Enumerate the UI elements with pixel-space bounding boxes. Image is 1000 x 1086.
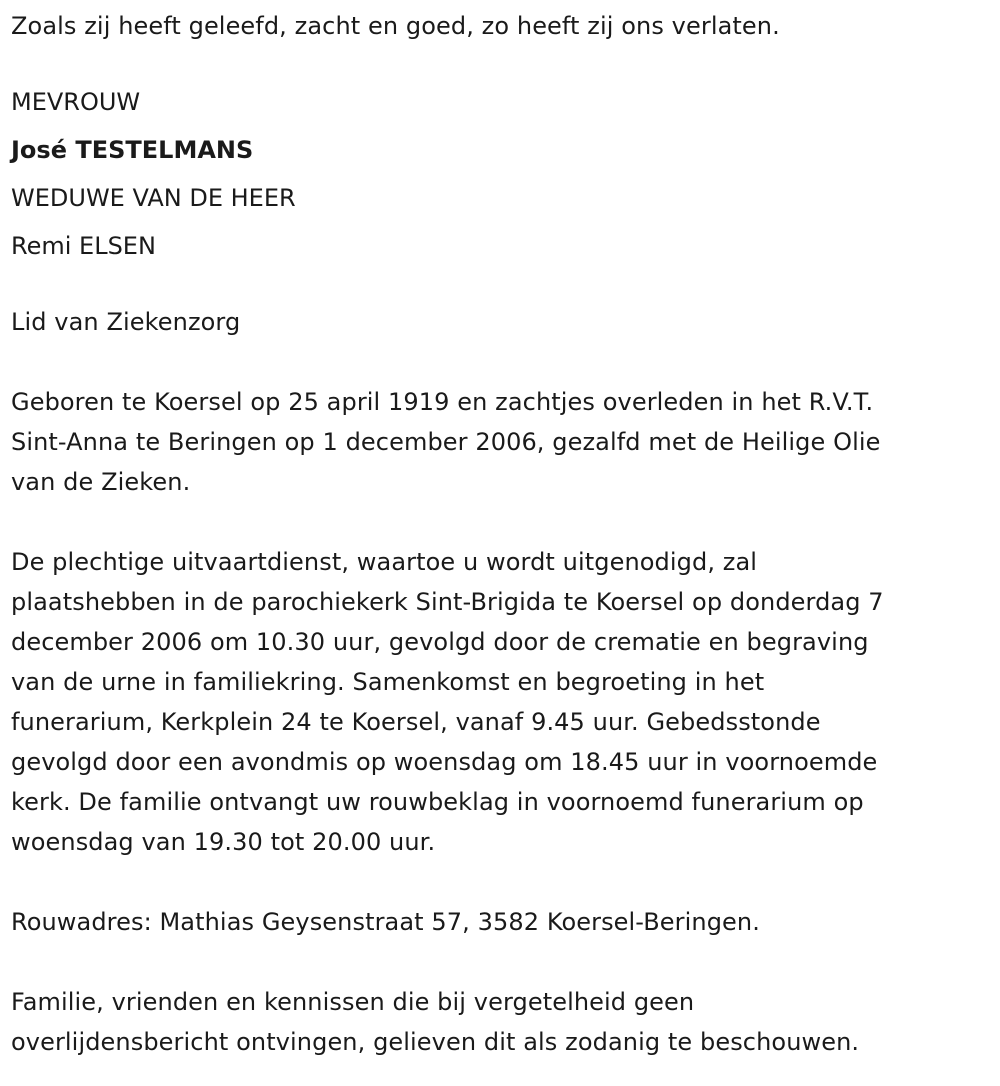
paragraph-line: van de urne in familiekring. Samenkomst en begroeting in het — [11, 668, 765, 696]
spacer — [11, 862, 991, 902]
paragraph-line: december 2006 om 10.30 uur, gevolgd door de crematie en begraving — [11, 628, 869, 656]
paragraph-line: overlijdensbericht ontvingen, gelieven dit als zodanig te beschouwen. — [11, 1028, 860, 1056]
deceased-name: José TESTELMANS — [11, 136, 254, 164]
spacer — [11, 942, 991, 982]
paragraph-line: van de Zieken. — [11, 468, 191, 496]
closing-paragraph — [11, 982, 991, 1062]
spacer — [11, 502, 991, 542]
paragraph-line: kerk. De familie ontvangt uw rouwbeklag in voornoemd funerarium op — [11, 788, 864, 816]
relation-label: WEDUWE VAN DE HEER — [11, 184, 296, 212]
paragraph-line: Geboren te Koersel op 25 april 1919 en zachtjes overleden in het R.V.T. — [11, 388, 874, 416]
spacer — [11, 270, 991, 302]
paragraph-line: funerarium, Kerkplein 24 te Koersel, vanaf 9.45 uur. Gebedsstonde — [11, 708, 821, 736]
name-block — [11, 78, 991, 270]
title-label: MEVROUW — [11, 88, 141, 116]
address-line: Rouwadres: Mathias Geysenstraat 57, 3582 Koersel-Beringen. — [11, 908, 760, 936]
spacer — [11, 46, 991, 78]
paragraph-line: gevolgd door een avondmis op woensdag om 18.45 uur in voornoemde — [11, 748, 878, 776]
ceremony-paragraph — [11, 542, 991, 862]
spouse-name: Remi ELSEN — [11, 232, 156, 260]
birth-death-paragraph — [11, 382, 991, 502]
motto-line: Zoals zij heeft geleefd, zacht en goed, zo heeft zij ons verlaten. — [11, 12, 780, 40]
obituary-document — [11, 0, 991, 1062]
paragraph-line: Sint-Anna te Beringen op 1 december 2006, gezalfd met de Heilige Olie — [11, 428, 881, 456]
paragraph-line: Familie, vrienden en kennissen die bij vergetelheid geen — [11, 988, 695, 1016]
membership-line: Lid van Ziekenzorg — [11, 308, 241, 336]
paragraph-line: woensdag van 19.30 tot 20.00 uur. — [11, 828, 436, 856]
spacer — [11, 342, 991, 382]
paragraph-line: plaatshebben in de parochiekerk Sint-Brigida te Koersel op donderdag 7 — [11, 588, 884, 616]
paragraph-line: De plechtige uitvaartdienst, waartoe u wordt uitgenodigd, zal — [11, 548, 758, 576]
